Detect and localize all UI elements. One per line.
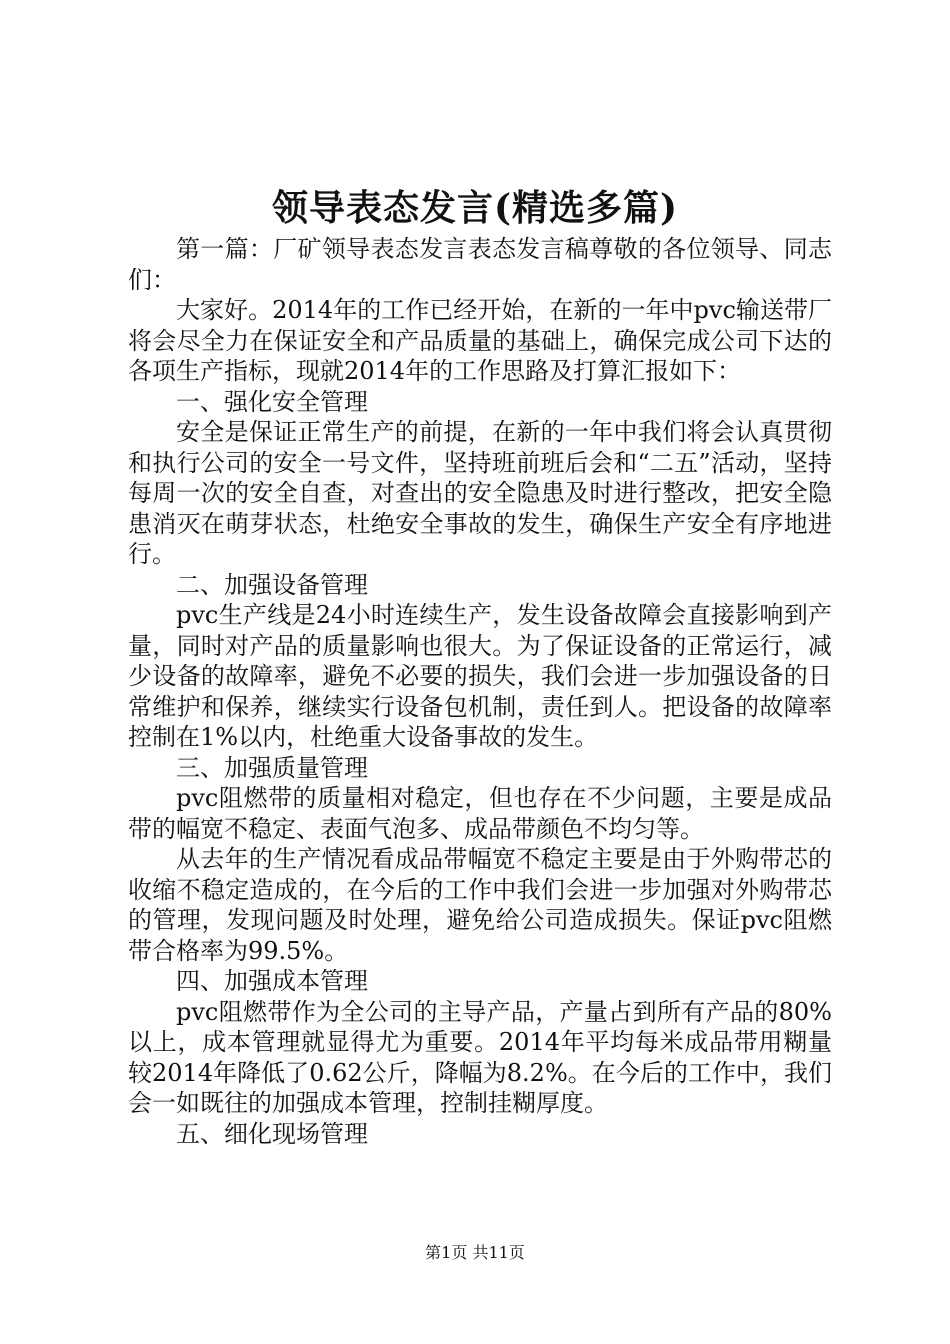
paragraph: 第一篇：厂矿领导表态发言表态发言稿尊敬的各位领导、同志们：: [128, 235, 832, 294]
paragraph: 安全是保证正常生产的前提，在新的一年中我们将会认真贯彻和执行公司的安全一号文件，坚持班前班后会和“二五”活动，坚持每周一次的安全自查，对查出的安全隐患及时进行整改，把安全隐患消灭在萌芽状态，杜绝安全事故的发生，确保生产安全有序地进行。: [128, 418, 832, 568]
paragraph: pvc生产线是24小时连续生产，发生设备故障会直接影响到产量，同时对产品的质量影响也很大。为了保证设备的正常运行，减少设备的故障率，避免不必要的损失，我们会进一步加强设备的日常维护和保养，继续实行设备包机制，责任到人。把设备的故障率控制在1%以内，杜绝重大设备事故的发生。: [128, 601, 832, 751]
section-heading: 二、加强设备管理: [176, 570, 368, 599]
paragraph: pvc阻燃带作为全公司的主导产品，产量占到所有产品的80%以上，成本管理就显得尤为重要。2014年平均每米成品带用糊量较2014年降低了0.62公斤，降幅为8.2%。在今后的工作中，我们会一如既往的加强成本管理，控制挂糊厚度。: [128, 997, 832, 1117]
section-heading: 五、细化现场管理: [176, 1119, 368, 1148]
paragraph: 大家好。2014年的工作已经开始，在新的一年中pvc输送带厂将会尽全力在保证安全和产品质量的基础上，确保完成公司下达的各项生产指标，现就2014年的工作思路及打算汇报如下：: [128, 296, 832, 385]
page-title: 领导表态发言(精选多篇): [271, 187, 679, 229]
section-heading: 一、强化安全管理: [176, 387, 368, 416]
document-body: [128, 234, 832, 1149]
section-heading: 四、加强成本管理: [176, 967, 368, 995]
page-footer: 第1页 共11页: [425, 1243, 525, 1262]
paragraph: pvc阻燃带的质量相对稳定，但也存在不少问题，主要是成品带的幅宽不稳定、表面气泡多、成品带颜色不均匀等。: [128, 784, 832, 843]
paragraph: 从去年的生产情况看成品带幅宽不稳定主要是由于外购带芯的收缩不稳定造成的，在今后的工作中我们会进一步加强对外购带芯的管理，发现问题及时处理，避免给公司造成损失。保证pvc阻燃带合格率为99.5%。: [128, 845, 832, 965]
section-heading: 三、加强质量管理: [176, 753, 368, 782]
